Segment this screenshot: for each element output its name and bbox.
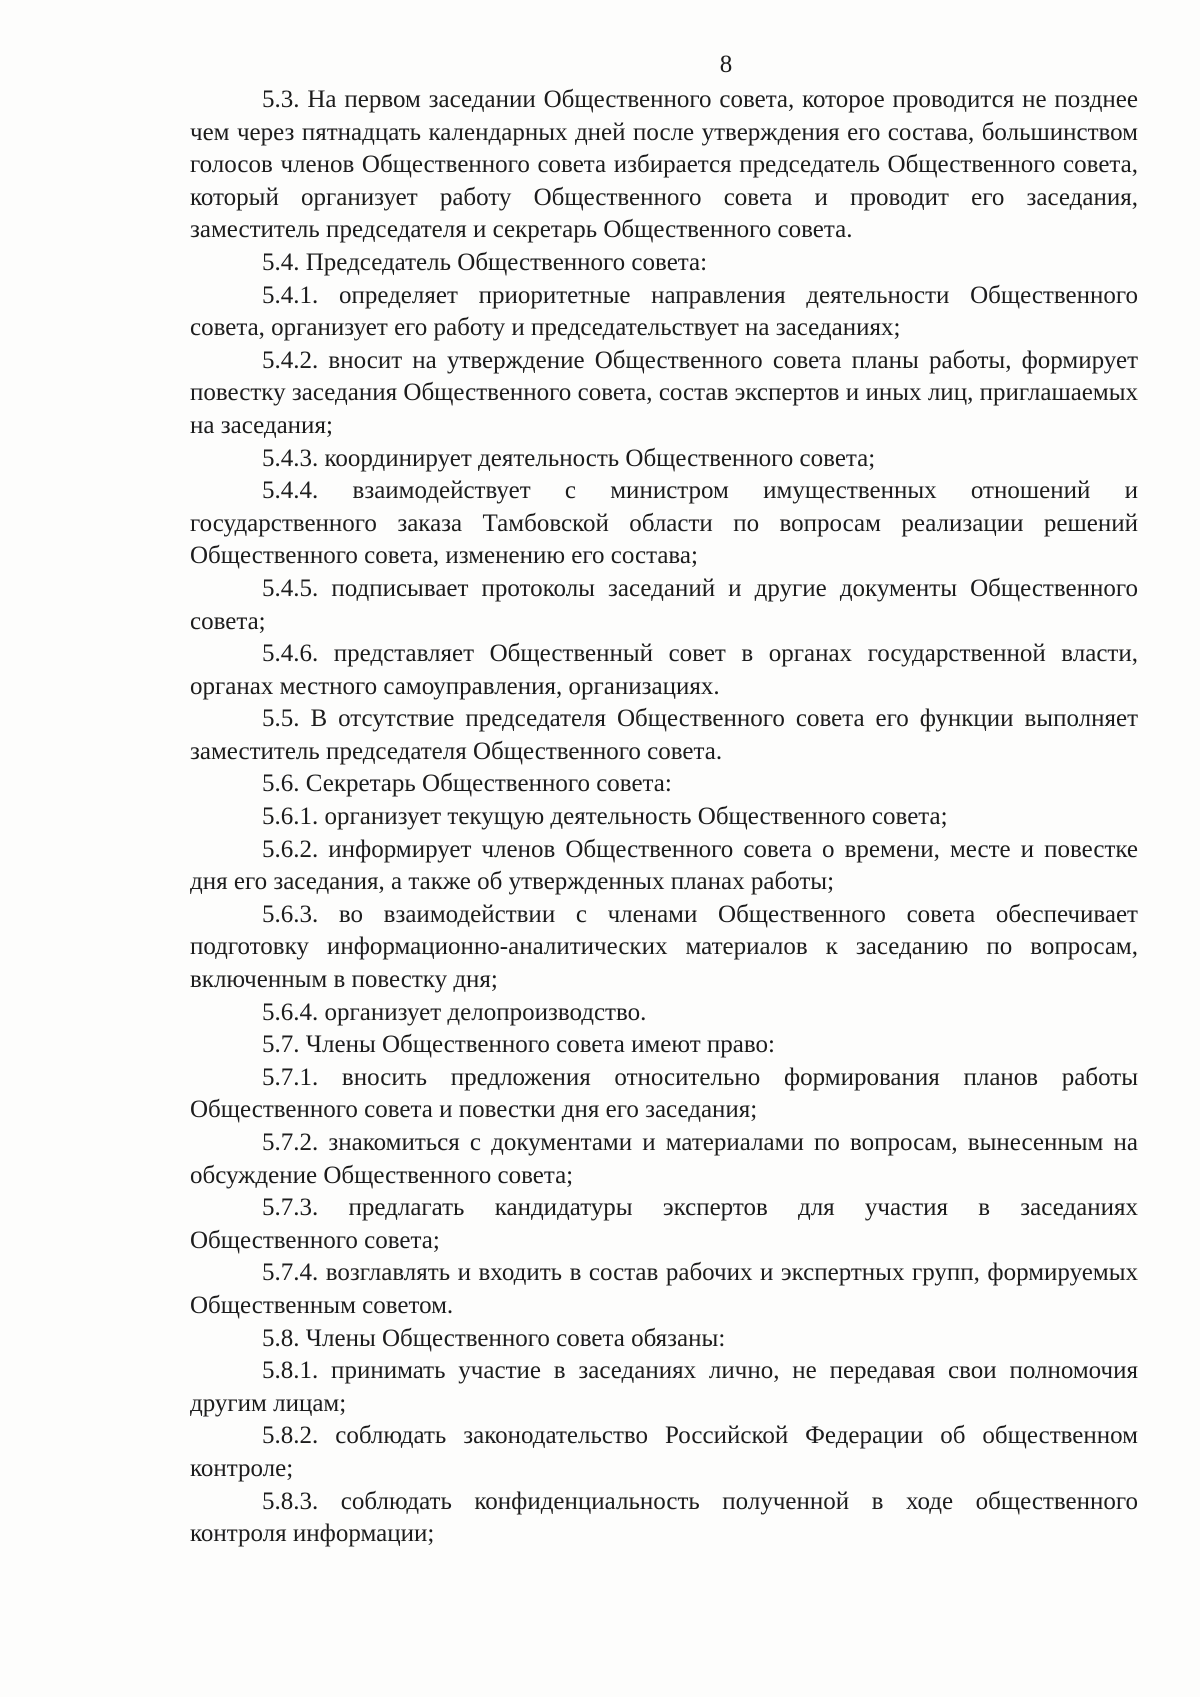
paragraph-5-8-3: 5.8.3. соблюдать конфиденциальность полученной в ходе общественного контроля информации; [190,1487,1138,1548]
paragraph-5-4-5: 5.4.5. подписывает протоколы заседаний и другие документы Общественного совета; [190,574,1138,635]
paragraph-5-6-1: 5.6.1. организует текущую деятельность Общественного совета; [262,803,948,831]
paragraph-5-4-3: 5.4.3. координирует деятельность Общественного совета; [262,444,876,472]
document-body [190,84,1138,1551]
paragraph-5-4-6: 5.4.6. представляет Общественный совет в органах государственной власти, органах местного самоуправления, организациях. [190,640,1138,700]
paragraph-5-3: 5.3. На первом заседании Общественного совета, которое проводится не позднее чем через пятнадцать календарных дней после утверждения его состава, большинством голосов членов Общественного совета избирается председатель Общественного совета, который организует работу Общественного совета и проводит его заседания, заместитель председателя и секретарь Общественного совета. [190,86,1138,244]
paragraph-5-4-1: 5.4.1. определяет приоритетные направления деятельности Общественного совета, организует его работу и председательствует на заседаниях; [190,281,1138,342]
paragraph-5-8: 5.8. Члены Общественного совета обязаны: [262,1324,726,1352]
paragraph-5-7-1: 5.7.1. вносить предложения относительно формирования планов работы Общественного совета и повестки дня его заседания; [190,1063,1138,1124]
paragraph-5-4: 5.4. Председатель Общественного совета: [262,248,708,276]
paragraph-5-6-2: 5.6.2. информирует членов Общественного совета о времени, месте и повестке дня его заседания, а также об утвержденных планах работы; [190,835,1138,896]
paragraph-5-8-2: 5.8.2. соблюдать законодательство Российской Федерации об общественном контроле; [190,1422,1138,1482]
paragraph-5-7-4: 5.7.4. возглавлять и входить в состав рабочих и экспертных групп, формируемых Общественным советом. [190,1259,1138,1319]
paragraph-5-4-4: 5.4.4. взаимодействует с министром имущественных отношений и государственного заказа Тамбовской области по вопросам реализации решений Общественного совета, изменению его состава; [190,477,1138,570]
paragraph-5-8-1: 5.8.1. принимать участие в заседаниях лично, не передавая свои полномочия другим лицам; [190,1357,1138,1417]
paragraph-5-7-3: 5.7.3. предлагать кандидатуры экспертов для участия в заседаниях Общественного совета; [190,1194,1138,1254]
paragraph-5-6-3: 5.6.3. во взаимодействии с членами Общественного совета обеспечивает подготовку информационно-аналитических материалов к заседанию по вопросам, включенным в повестку дня; [190,900,1138,994]
paragraph-5-7-2: 5.7.2. знакомиться с документами и материалами по вопросам, вынесенным на обсуждение Общественного совета; [190,1129,1138,1189]
paragraph-5-4-2: 5.4.2. вносит на утверждение Общественного совета планы работы, формирует повестку заседания Общественного совета, состав экспертов и иных лиц, приглашаемых на заседания; [190,346,1138,439]
page-number: 8 [719,51,733,78]
paragraph-5-7: 5.7. Члены Общественного совета имеют право: [262,1031,775,1059]
paragraph-5-6-4: 5.6.4. организует делопроизводство. [262,998,647,1026]
paragraph-5-5: 5.5. В отсутствие председателя Общественного совета его функции выполняет заместитель председателя Общественного совета. [190,705,1138,765]
paragraph-5-6: 5.6. Секретарь Общественного совета: [262,770,672,798]
